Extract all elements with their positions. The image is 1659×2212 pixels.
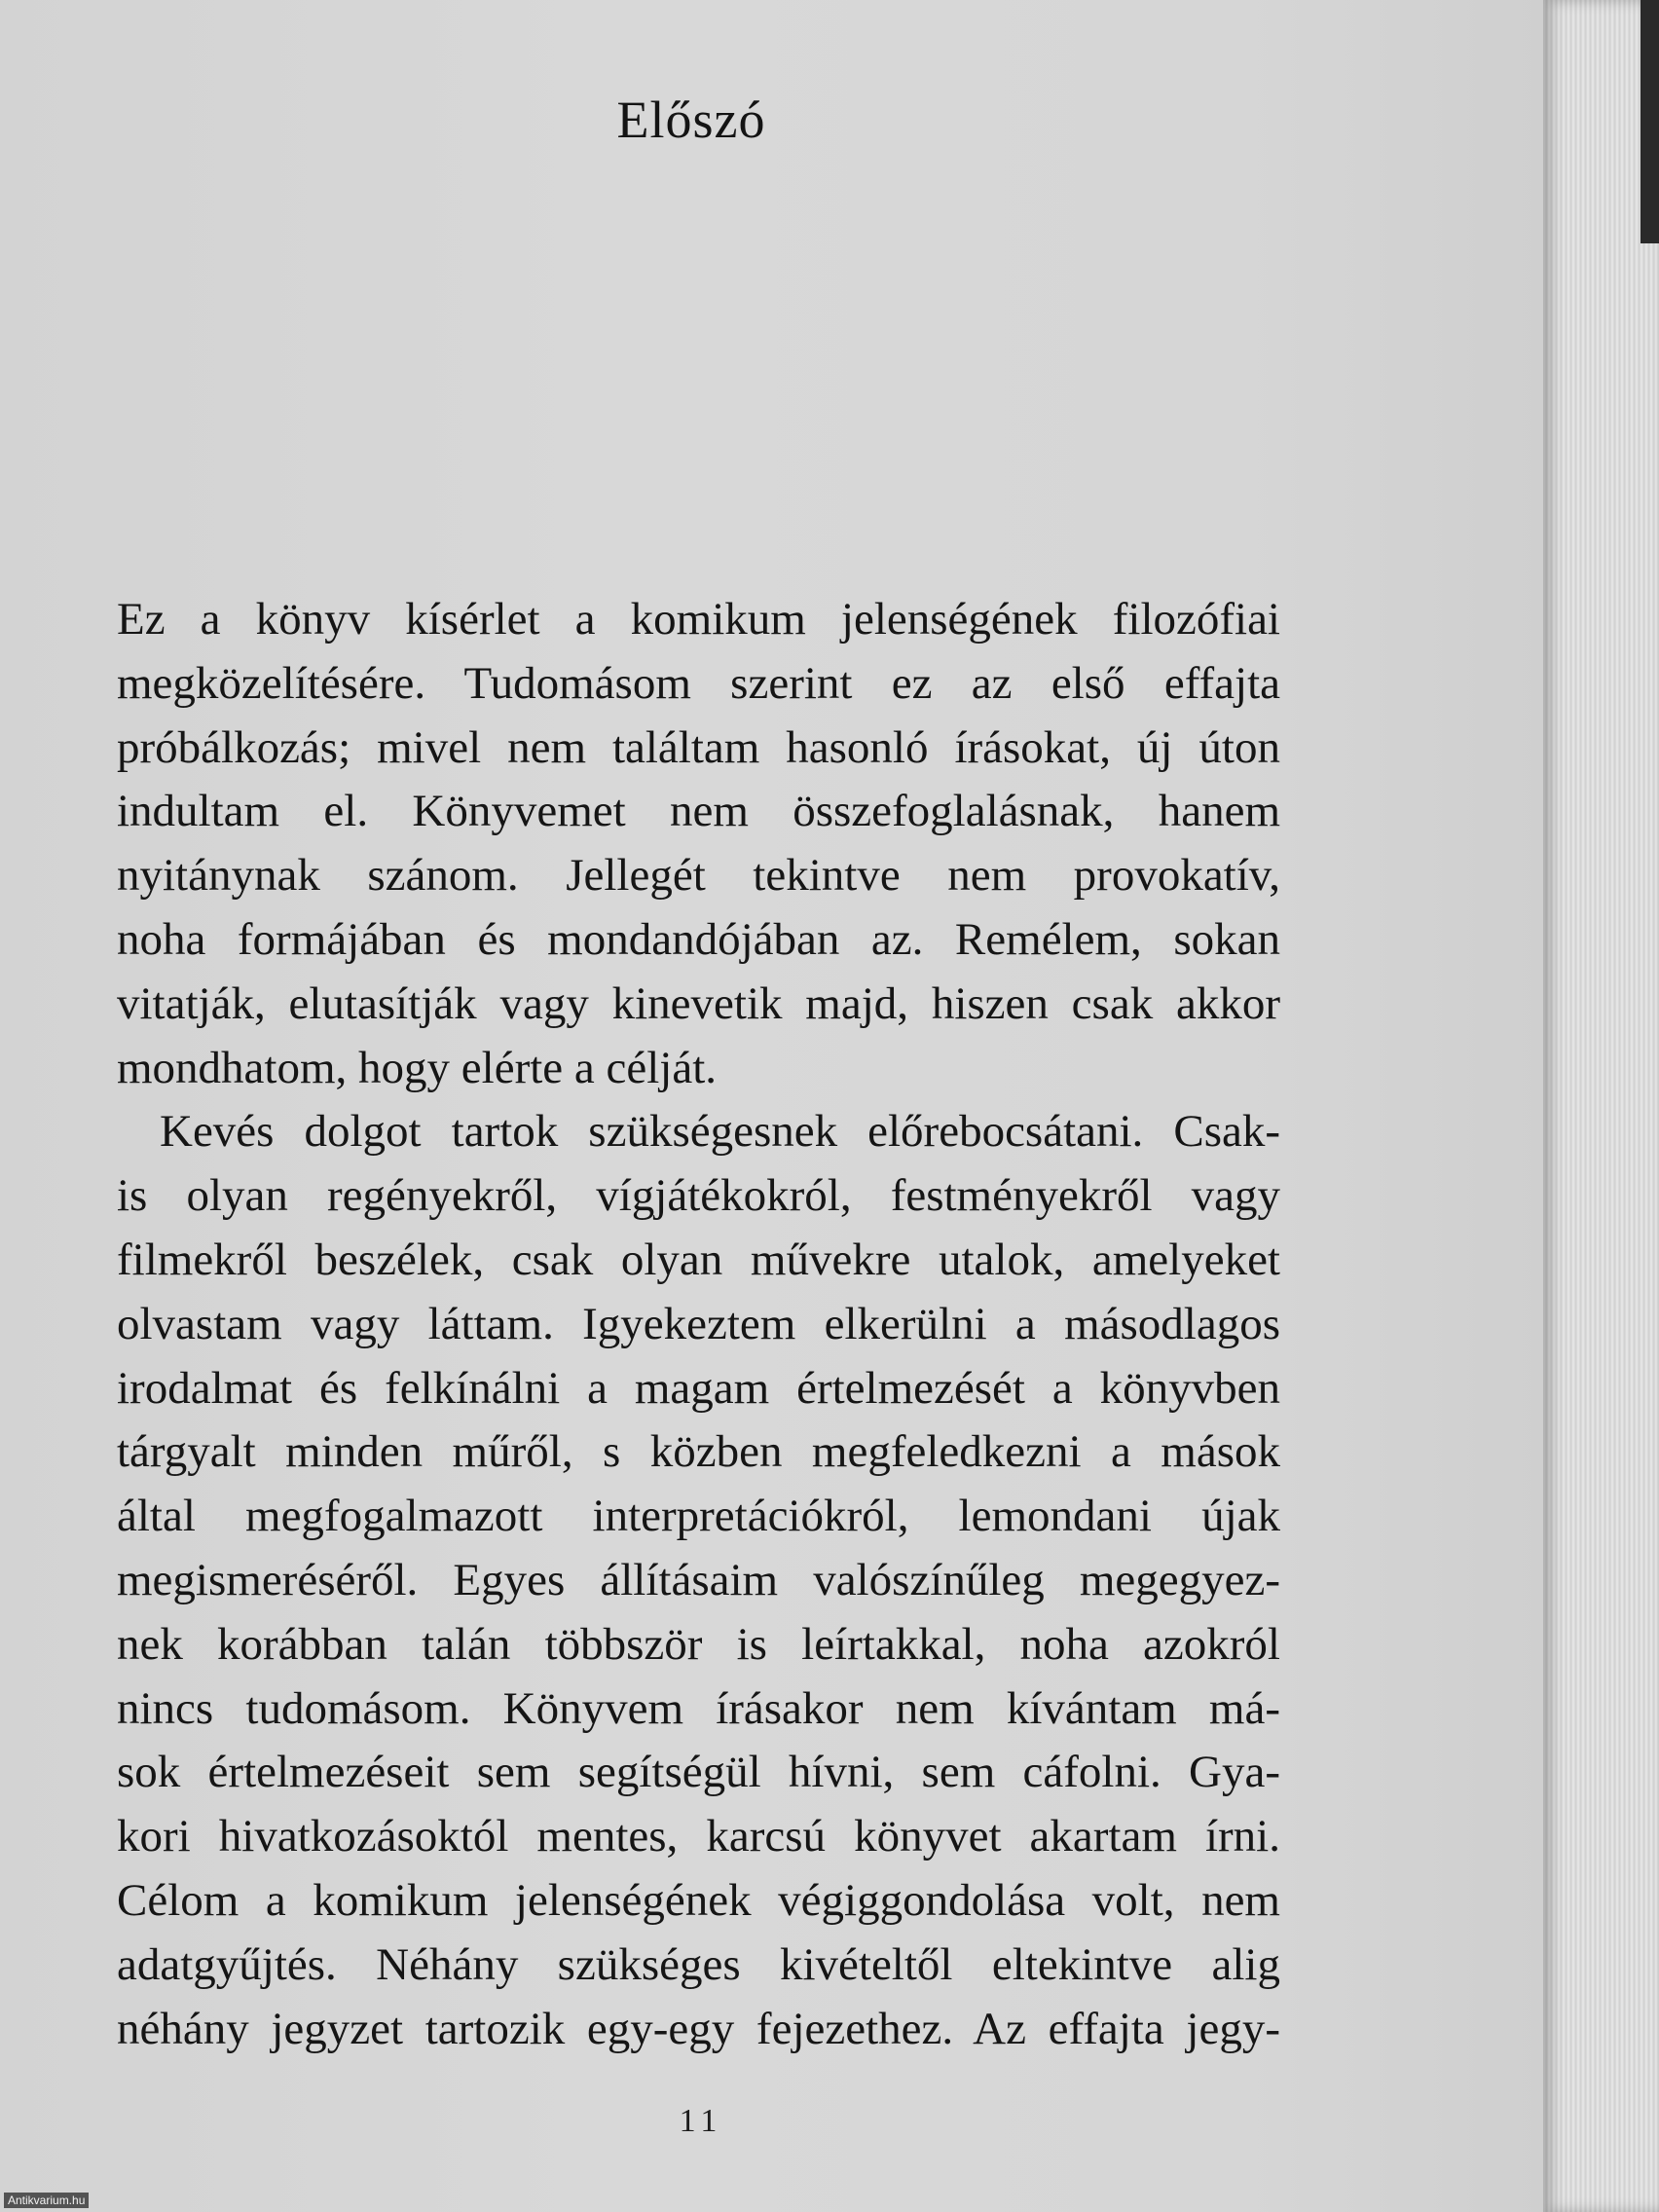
- page-number: 11: [679, 2103, 723, 2139]
- text-line: nyitánynak szánom. Jellegét tekintve nem provokatív,: [117, 850, 1280, 902]
- text-line: is olyan regényekről, vígjátékokról, festményekről vagy: [117, 1170, 1280, 1222]
- text-line: mondhatom, hogy elérte a célját.: [117, 1042, 718, 1093]
- text-line: noha formájában és mondandójában az. Remélem, sokan: [117, 913, 1280, 965]
- text-line: indultam el. Könyvemet nem összefoglalásnak, hanem: [117, 786, 1280, 837]
- text-line: Célom a komikum jelenségének végiggondolása volt, nem: [117, 1874, 1280, 1926]
- text-line: Kevés dolgot tartok szükségesnek előrebocsátani. Csak-: [160, 1106, 1280, 1158]
- text-line: olvastam vagy láttam. Igyekeztem elkerülni a másodlagos: [117, 1298, 1280, 1349]
- chapter-title: Előszó: [616, 91, 766, 149]
- text-line: tárgyalt minden műről, s közben megfeledkezni a mások: [117, 1426, 1280, 1478]
- text-line: megismeréséről. Egyes állításaim valószínűleg megegyez-: [117, 1554, 1280, 1605]
- text-line: kori hivatkozásoktól mentes, karcsú könyvet akartam írni.: [117, 1811, 1280, 1862]
- page-edge-stack: [1543, 0, 1659, 2212]
- text-line: nincs tudomásom. Könyvem írásakor nem kívántam má-: [117, 1682, 1280, 1734]
- paragraph-1: [117, 588, 1280, 1100]
- watermark: Antikvarium.hu: [4, 2193, 89, 2208]
- text-line: Ez a könyv kísérlet a komikum jelenségének filozófiai: [117, 594, 1280, 645]
- text-line: irodalmat és felkínálni a magam értelmezését a könyvben: [117, 1362, 1280, 1414]
- body-text: [117, 588, 1280, 2061]
- text-line: által megfogalmazott interpretációkról, lemondani újak: [117, 1491, 1280, 1542]
- text-line: megközelítésére. Tudomásom szerint ez az első effajta: [117, 657, 1280, 709]
- text-line: vitatják, elutasítják vagy kinevetik majd, hiszen csak akkor: [117, 977, 1280, 1029]
- text-line: néhány jegyzet tartozik egy-egy fejezethez. Az effajta jegy-: [117, 2003, 1280, 2054]
- text-line: próbálkozás; mivel nem találtam hasonló írásokat, új úton: [117, 721, 1280, 773]
- text-line: filmekről beszélek, csak olyan művekre utalok, amelyeket: [117, 1234, 1280, 1285]
- text-line: nek korábban talán többször is leírtakkal, noha azokról: [117, 1618, 1280, 1670]
- text-line: sok értelmezéseit sem segítségül hívni, sem cáfolni. Gya-: [117, 1747, 1280, 1798]
- text-line: adatgyűjtés. Néhány szükséges kivételtől eltekintve alig: [117, 1938, 1280, 1990]
- paragraph-2: [117, 1100, 1280, 2061]
